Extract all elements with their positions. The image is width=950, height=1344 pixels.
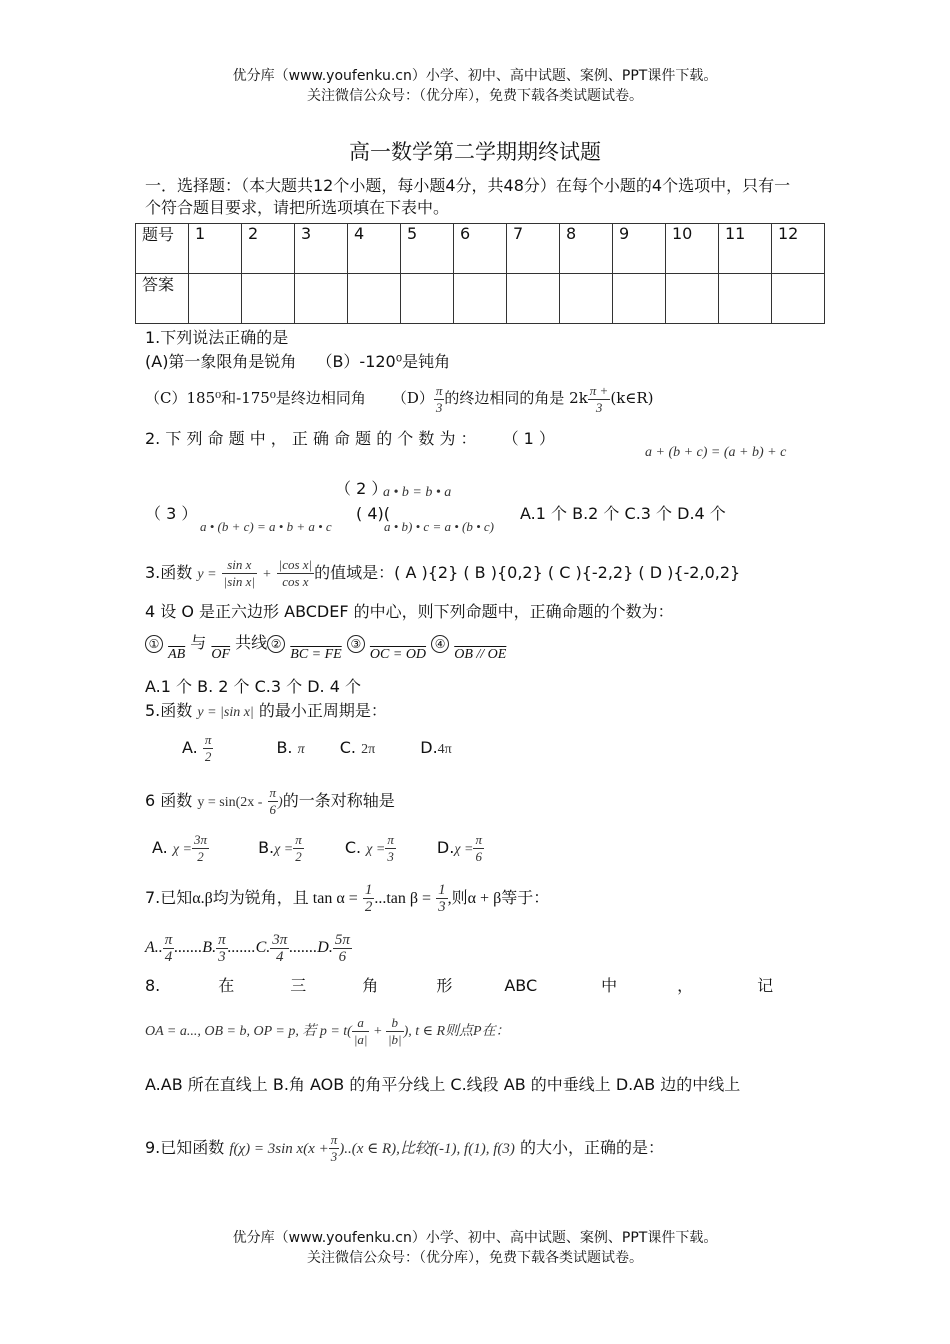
q2-stem: 2. 下 列 命 题 中 ， 正 确 命 题 的 个 数 为 ： （ 1 ） [145, 429, 555, 448]
q2-item3: a • (b + c) = a • b + a • c [200, 519, 332, 534]
q7-options: A.. $\frac{\pi}{4}$ .......B. $\frac{\pi}{3}$ .......C. $\frac{3\pi}{4}$ .......D. $\frac{5\pi}{6}$ [145, 931, 350, 965]
frac-pi-3: $\frac{\pi}{3}$ [387, 832, 394, 864]
q2-choices: A.1 个 B.2 个 C.3 个 D.4 个 [520, 504, 726, 523]
table-cell: 4 [348, 224, 401, 274]
frac-5pi-6: $\frac{5\pi}{6}$ [334, 931, 350, 965]
table-cell: 9 [613, 224, 666, 274]
q8-stem: 8. 在 三 角 形 ABC 中 ， 记 [145, 976, 774, 995]
frac-pi-6: $\frac{\pi}{6}$ [475, 832, 482, 864]
footer-line-1: 优分库（www.youfenku.cn）小学、初中、高中试题、案例、PPT课件下载。 [232, 1230, 718, 1246]
section-intro: 一．选择题：（本大题共12个小题，每小题4分，共48分）在每个小题的4个选项中，只有一个符合题目要求，请把所选项填在下表中。 [145, 176, 791, 217]
q2-item4-label: ( 4)( [356, 504, 390, 523]
q4-stem: 4 设 O 是正六边形 ABCDEF 的中心，则下列命题中，正确命题的个数为： [145, 602, 674, 621]
frac-pi-2: $\frac{\pi}{2}$ [204, 732, 212, 764]
answer-cell [560, 274, 613, 324]
table-cell: 8 [560, 224, 613, 274]
row-label-answer: 答案 [136, 274, 189, 324]
row-label-number: 题号 [136, 224, 189, 274]
answer-cell [613, 274, 666, 324]
q3-line: 3.函数 y = $\frac{\text{sin x}}{\text{|sin x|}}$ + $\frac{\text{|cos x|}}{\text{cos x}}$ 的值域是：( A ){2} ( B ){0,2} ( C ){-2,2} ( D ){-2,0,2} [145, 557, 741, 589]
answer-cell [189, 274, 242, 324]
table-cell: 12 [772, 224, 825, 274]
answer-cell [666, 274, 719, 324]
table-cell: 2 [242, 224, 295, 274]
frac-1-2: $\frac{1}{2}$ [364, 882, 373, 915]
frac-1-3: $\frac{1}{3}$ [438, 882, 446, 915]
frac-cos: $\frac{\text{|cos x|}}{\text{cos x}}$ [278, 557, 313, 589]
answer-cell [401, 274, 454, 324]
table-cell: 7 [507, 224, 560, 274]
frac-pi-4: $\frac{\pi}{4}$ [164, 931, 173, 965]
table-cell: 10 [666, 224, 719, 274]
q4-choices: A.1 个 B. 2 个 C.3 个 D. 4 个 [145, 677, 361, 696]
frac-pi-3: $\frac{\pi +}{3}$ [589, 382, 609, 415]
q2-item1: a + (b + c) = (a + b) + c [645, 445, 787, 460]
q7-stem: 7.已知α.β均为锐角，且 tan α = $\frac{1}{2}$ ...tan β = $\frac{1}{3}$ ,则α + β等于： [145, 882, 550, 915]
footer-line-2: 关注微信公众号：（优分库），免费下载各类试题试卷。 [307, 1250, 643, 1266]
answer-cell [507, 274, 560, 324]
q9-stem: 9.已知函数 f(χ) = 3sin x(x + $\frac{\pi}{3}$ )..(x ∈ R),比较f(-1), f(1), f(3) 的大小，正确的是： [145, 1132, 664, 1164]
q8-choices: A.AB 所在直线上 B.角 AOB 的角平分线上 C.线段 AB 的中垂线上 D.AB 边的中线上 [145, 1075, 741, 1094]
q1-option-a: (A)第一象限角是锐角 （B）-120⁰是钝角 [145, 352, 451, 371]
answer-cell [295, 274, 348, 324]
answer-cell [719, 274, 772, 324]
header-line-1: 优分库（www.youfenku.cn）小学、初中、高中试题、案例、PPT课件下载。 [232, 68, 718, 84]
table-row [136, 224, 825, 274]
q1-option-cd: （C）185⁰和-175⁰是终边相同角 （D） $\frac{\pi}{3}$ 的终边相同的角是 2k $\frac{\pi +}{3}$ (k∈R) [145, 382, 654, 415]
q2-item4: a • b) • c = a • (b • c) [384, 519, 495, 534]
answer-cell [348, 274, 401, 324]
frac-3pi-2: $\frac{3\pi}{2}$ [193, 832, 207, 864]
q8-formula: OA = a..., OB = b, OP = p, 若 p = t( $\frac{a}{|a|}$ + $\frac{b}{|b|}$ ), t ∈ R则点P在： [145, 1015, 510, 1048]
table-cell: 1 [189, 224, 242, 274]
answer-cell [242, 274, 295, 324]
q5-stem: 5.函数 y = |sin x| 的最小正周期是： [145, 701, 387, 720]
frac-sin: $\frac{\text{sin x}}{\text{|sin x|}}$ [223, 557, 255, 589]
q4-items: ① $\overline{AB}$ 与 $\overline{OF}$ 共线 ② BC = FE ③ OC = OD ④ OB // OE [145, 628, 506, 670]
q1-stem: 1.下列说法正确的是 [145, 328, 289, 347]
frac-3pi-4: $\frac{3\pi}{4}$ [272, 931, 288, 965]
answer-table [135, 223, 825, 324]
frac-pi-6: $\frac{\pi}{6}$ [269, 785, 277, 817]
frac-b: $\frac{b}{|b|}$ [387, 1015, 402, 1048]
frac-pi-3: $\frac{\pi}{3}$ [435, 382, 443, 415]
q5-choices: A. $\frac{\pi}{2}$ B. π C. 2π D.4π [182, 732, 452, 764]
table-row [136, 274, 825, 324]
table-cell: 11 [719, 224, 772, 274]
table-cell: 5 [401, 224, 454, 274]
page-title: 高一数学第二学期期终试题 [349, 140, 601, 164]
q6-choices: A. χ = $\frac{3\pi}{2}$ B.χ = $\frac{\pi}{2}$ C. χ = $\frac{\pi}{3}$ D.χ = $\frac{\pi}{6}$ [152, 832, 482, 864]
answer-cell [772, 274, 825, 324]
q2-item3-label: （ 3 ） [145, 504, 198, 523]
frac-pi-2: $\frac{\pi}{2}$ [295, 832, 302, 864]
q6-stem: 6 函数 y = sin(2x - $\frac{\pi}{6}$ )的一条对称轴是 [145, 785, 395, 817]
q2-item2-label: （ 2 ） [335, 479, 388, 498]
table-cell: 6 [454, 224, 507, 274]
frac-pi-3: $\frac{\pi}{3}$ [218, 931, 226, 965]
frac-a: $\frac{a}{|a|}$ [353, 1015, 368, 1048]
answer-cell [454, 274, 507, 324]
table-cell: 3 [295, 224, 348, 274]
header-line-2: 关注微信公众号：（优分库），免费下载各类试题试卷。 [307, 88, 643, 104]
q2-item2: a • b = b • a [383, 485, 452, 500]
frac-pi-3: $\frac{\pi}{3}$ [330, 1132, 338, 1164]
